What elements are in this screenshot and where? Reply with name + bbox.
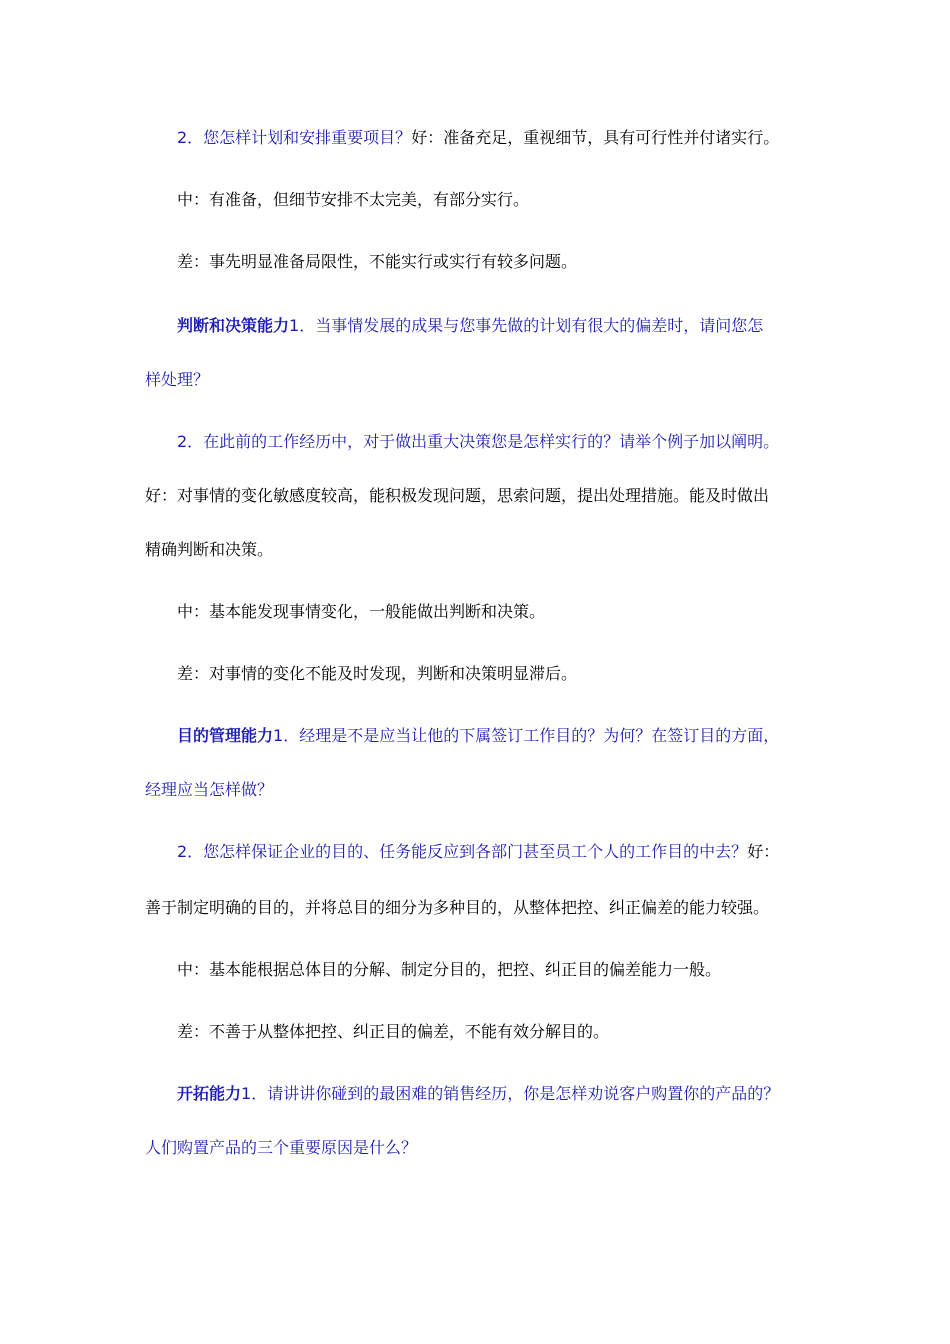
decision-q1-text: 1．当事情发展的成果与您事先做的计划有很大的偏差时，请问您怎 [289,316,764,335]
goal-q1-text: 1．经理是不是应当让他的下属签订工作目的？为何？在签订目的方面， [273,726,780,745]
goal-medium: 中：基本能根据总体目的分解、制定分目的，把控、纠正目的偏差能力一般。 [177,960,722,979]
goal-poor: 差：不善于从整体把控、纠正目的偏差，不能有效分解目的。 [177,1022,610,1041]
plan-q2-poor: 差：事先明显准备局限性，不能实行或实行有较多问题。 [177,252,578,271]
goal-q1-line2: 经理应当怎样做？ [145,780,274,799]
plan-q2-question: 2．您怎样计划和安排重要项目？ [177,128,412,147]
plan-q2-medium: 中：有准备，但细节安排不太完美，有部分实行。 [177,190,530,209]
decision-q2: 2．在此前的工作经历中，对于做出重大决策您是怎样实行的？请举个例子加以阐明。 [177,432,780,451]
expansion-q1-line2: 人们购置产品的三个重要原因是什么？ [145,1138,418,1157]
goal-q1-line1 [177,724,779,748]
goal-q2-question: 2．您怎样保证企业的目的、任务能反应到各部门甚至员工个人的工作目的中去？ [177,842,748,861]
goal-q2-line [177,840,779,864]
expansion-heading: 开拓能力 [177,1084,242,1103]
plan-q2-line [177,126,779,150]
plan-q2-good: 好：准备充足，重视细节，具有可行性并付诸实行。 [411,128,780,147]
goal-good-prefix: 好： [747,842,780,861]
decision-poor: 差：对事情的变化不能及时发现，判断和决策明显滞后。 [177,664,578,683]
decision-good-line1: 好：对事情的变化敏感度较高，能积极发现问题，思索问题，提出处理措施。能及时做出 [145,486,770,505]
decision-heading: 判断和决策能力 [177,316,290,335]
goal-heading: 目的管理能力 [177,726,274,745]
decision-q1-line2: 样处理？ [145,370,210,389]
expansion-q1-line1 [177,1082,779,1106]
decision-good-line2: 精确判断和决策。 [145,540,274,559]
decision-medium: 中：基本能发现事情变化，一般能做出判断和决策。 [177,602,546,621]
expansion-q1-text: 1．请讲讲你碰到的最困难的销售经历，你是怎样劝说客户购置你的产品的？ [241,1084,780,1103]
decision-q1-line1 [177,314,763,338]
goal-good-line2: 善于制定明确的目的，并将总目的细分为多种目的，从整体把控、纠正偏差的能力较强。 [145,898,770,917]
